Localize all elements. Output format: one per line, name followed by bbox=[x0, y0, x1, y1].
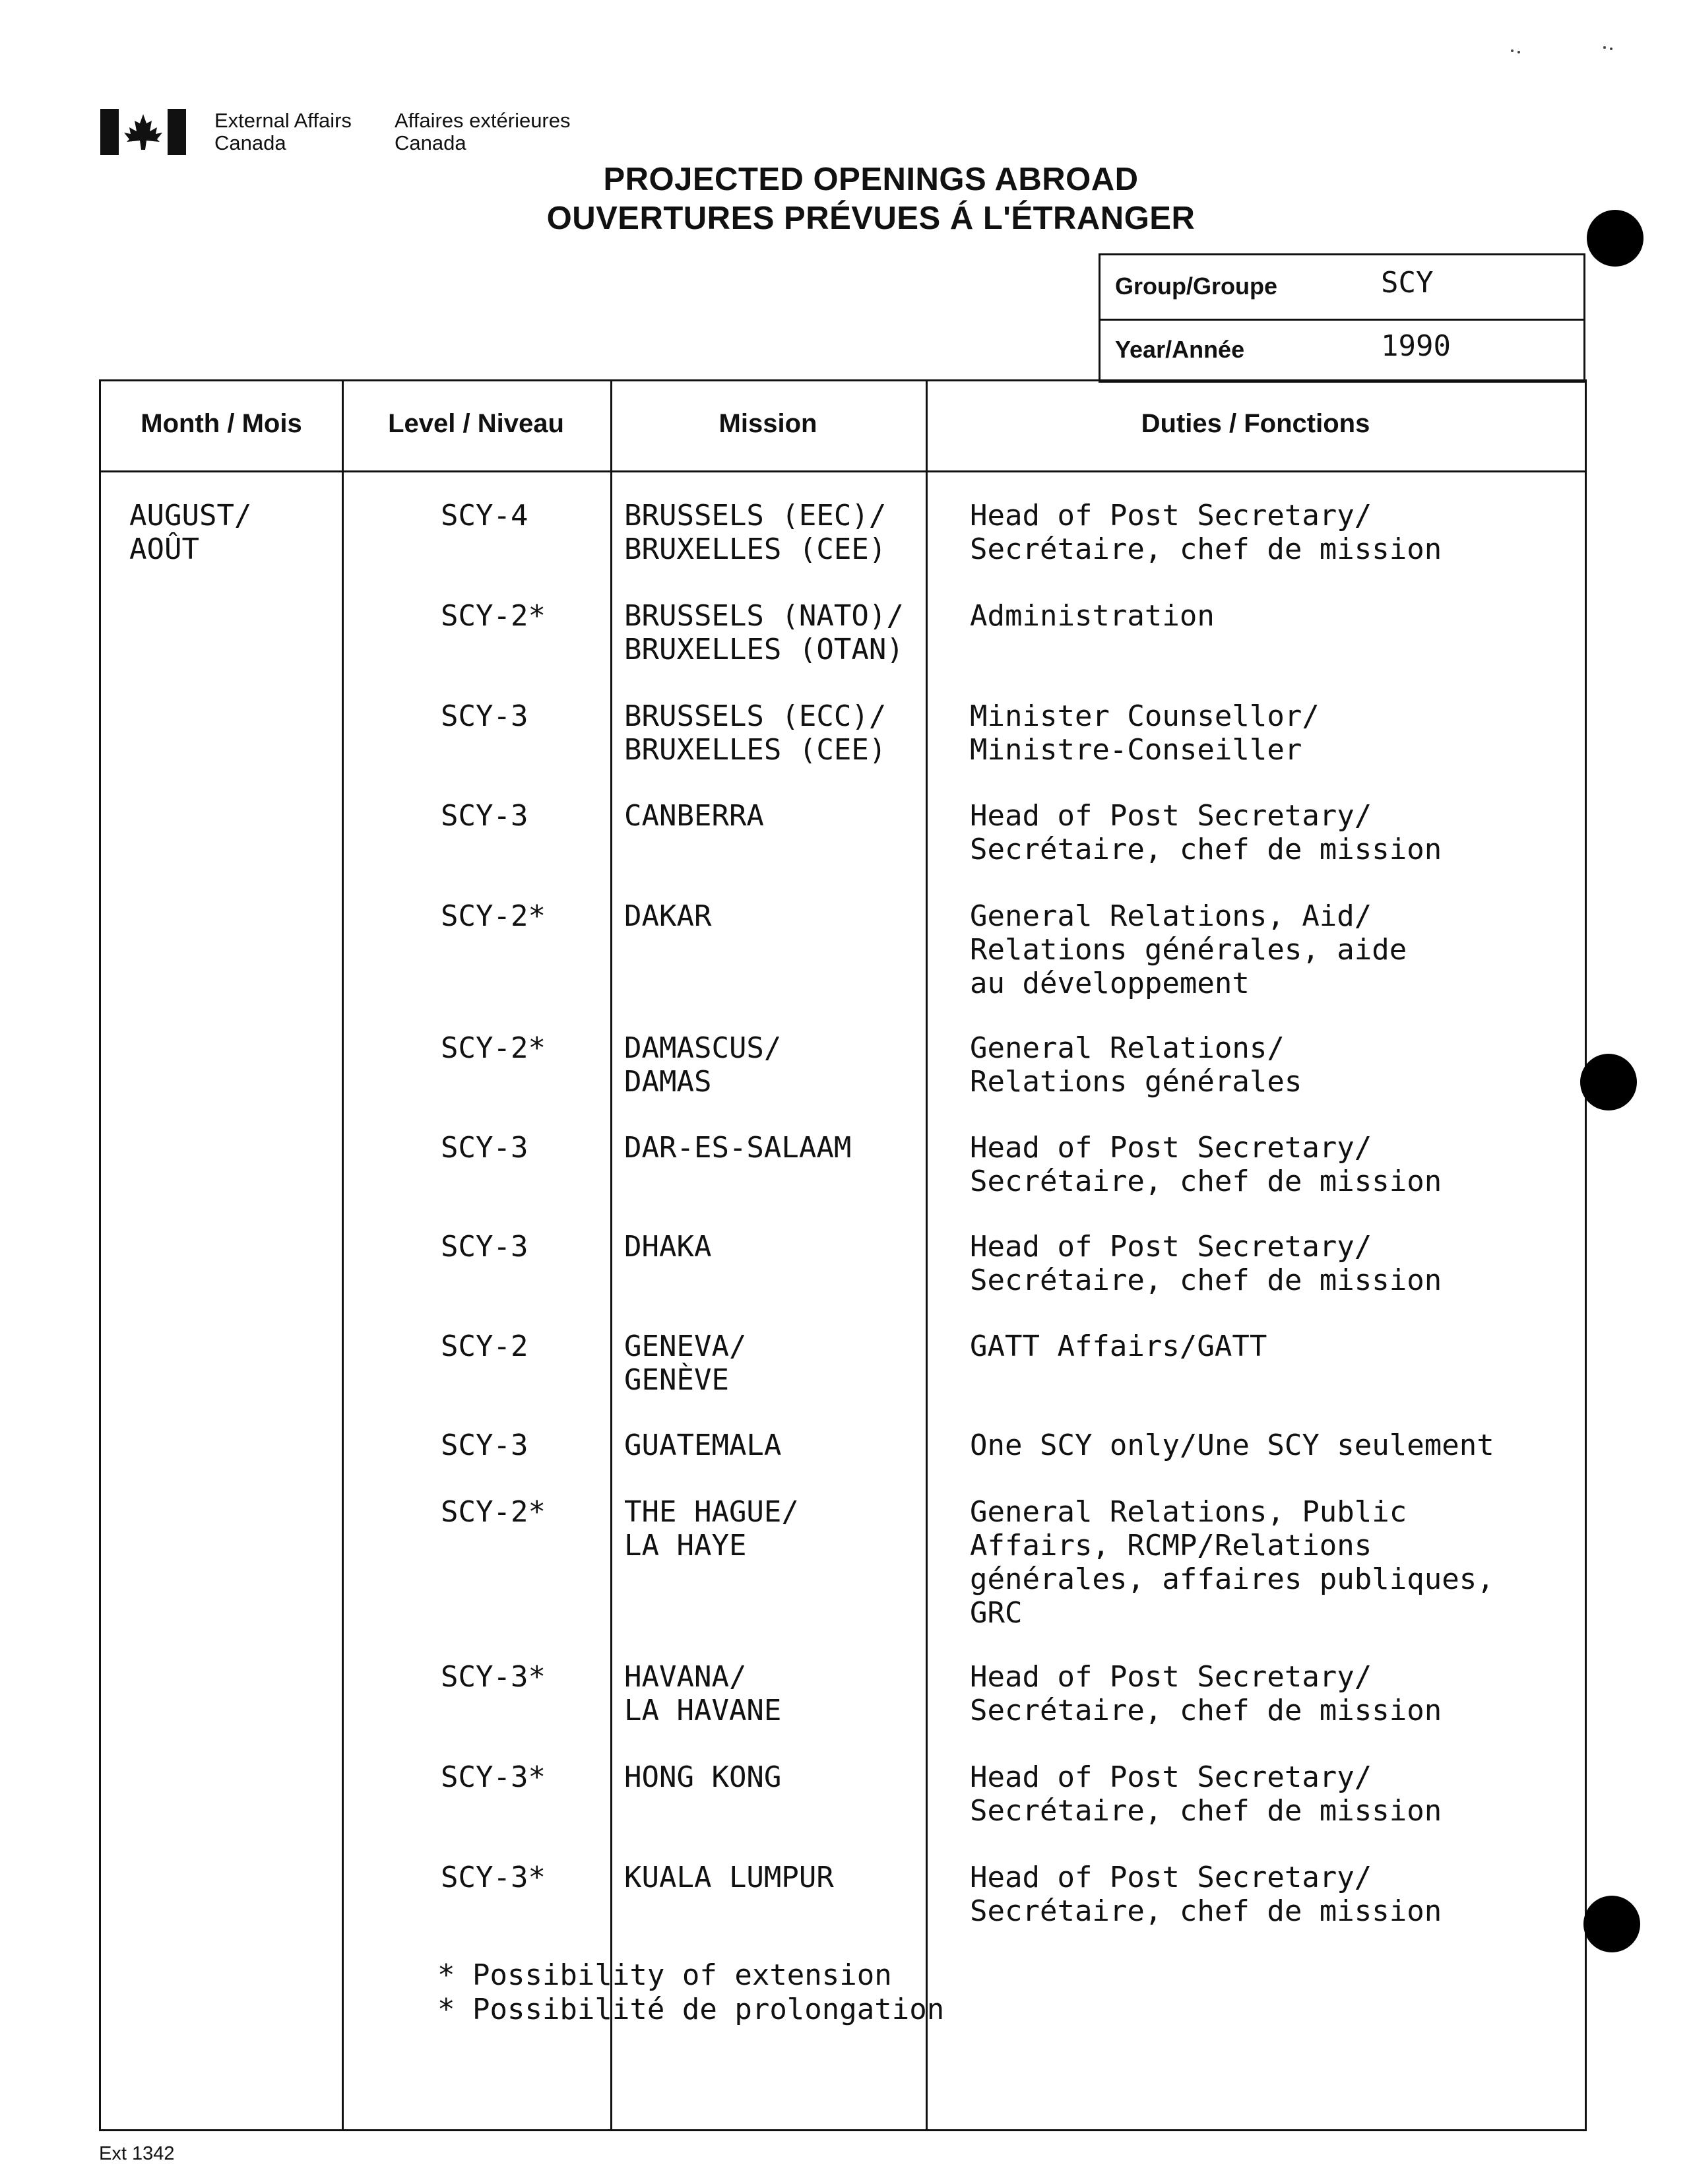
department-name-fr-line1: Affaires extérieures bbox=[395, 109, 571, 132]
group-year-box bbox=[1099, 253, 1585, 383]
mission-cell: DHAKA bbox=[624, 1230, 712, 1264]
duties-cell: Head of Post Secretary/ Secrétaire, chef de mission bbox=[970, 1760, 1442, 1828]
duties-cell: GATT Affairs/GATT bbox=[970, 1330, 1267, 1363]
header-divider bbox=[101, 470, 1585, 472]
duties-cell: General Relations/ Relations générales bbox=[970, 1031, 1302, 1099]
department-name-en-line2: Canada bbox=[214, 131, 286, 154]
level-cell: SCY-3 bbox=[441, 1131, 528, 1165]
level-cell: SCY-3* bbox=[441, 1760, 546, 1794]
form-number: Ext 1342 bbox=[99, 2143, 175, 2164]
mission-cell: KUALA LUMPUR bbox=[624, 1861, 834, 1894]
mission-cell: HAVANA/ LA HAVANE bbox=[624, 1660, 782, 1727]
scan-speck bbox=[1511, 49, 1514, 52]
scan-speck bbox=[1603, 46, 1606, 49]
year-row bbox=[1101, 319, 1583, 382]
level-cell: SCY-4 bbox=[441, 499, 528, 532]
level-cell: SCY-2 bbox=[441, 1330, 528, 1363]
mission-cell: HONG KONG bbox=[624, 1760, 782, 1794]
level-cell: SCY-3* bbox=[441, 1660, 546, 1694]
mission-cell: DAR-ES-SALAAM bbox=[624, 1131, 852, 1165]
mission-cell: GUATEMALA bbox=[624, 1429, 782, 1462]
group-row bbox=[1101, 255, 1583, 321]
header-month: Month / Mois bbox=[141, 409, 302, 438]
duties-cell: Minister Counsellor/ Ministre-Conseiller bbox=[970, 699, 1320, 767]
header-level: Level / Niveau bbox=[388, 409, 564, 438]
footnote-english: * Possibility of extension bbox=[437, 1958, 892, 1992]
openings-table bbox=[99, 379, 1587, 2131]
punch-hole bbox=[1580, 1054, 1637, 1110]
year-value: 1990 bbox=[1381, 329, 1451, 363]
duties-cell: Head of Post Secretary/ Secrétaire, chef de mission bbox=[970, 1861, 1442, 1928]
level-cell: SCY-2* bbox=[441, 899, 546, 933]
punch-hole bbox=[1587, 210, 1643, 267]
mission-cell: DAMASCUS/ DAMAS bbox=[624, 1031, 782, 1099]
duties-cell: Head of Post Secretary/ Secrétaire, chef de mission bbox=[970, 1131, 1442, 1198]
mission-cell: THE HAGUE/ LA HAYE bbox=[624, 1495, 799, 1562]
level-cell: SCY-3* bbox=[441, 1861, 546, 1894]
title-french: OUVERTURES PRÉVUES Á L'ÉTRANGER bbox=[546, 201, 1196, 236]
mission-cell: CANBERRA bbox=[624, 799, 764, 833]
mission-cell: BRUSSELS (ECC)/ BRUXELLES (CEE) bbox=[624, 699, 887, 767]
duties-cell: General Relations, Aid/ Relations générales, aide au développement bbox=[970, 899, 1407, 1000]
level-cell: SCY-2* bbox=[441, 599, 546, 633]
duties-cell: One SCY only/Une SCY seulement bbox=[970, 1429, 1494, 1462]
scan-speck bbox=[1610, 48, 1612, 50]
title-english: PROJECTED OPENINGS ABROAD bbox=[603, 162, 1139, 197]
mission-cell: BRUSSELS (NATO)/ BRUXELLES (OTAN) bbox=[624, 599, 904, 666]
year-label: Year/Année bbox=[1115, 336, 1245, 363]
department-name-fr-line2: Canada bbox=[395, 131, 466, 154]
header-duties: Duties / Fonctions bbox=[1141, 409, 1370, 438]
duties-cell: Head of Post Secretary/ Secrétaire, chef de mission bbox=[970, 1230, 1442, 1297]
column-divider bbox=[610, 381, 612, 2129]
duties-cell: Head of Post Secretary/ Secrétaire, chef de mission bbox=[970, 799, 1442, 866]
mission-cell: GENEVA/ GENÈVE bbox=[624, 1330, 747, 1397]
department-name-en-line1: External Affairs bbox=[214, 109, 352, 132]
mission-cell: BRUSSELS (EEC)/ BRUXELLES (CEE) bbox=[624, 499, 887, 566]
duties-cell: Head of Post Secretary/ Secrétaire, chef de mission bbox=[970, 1660, 1442, 1727]
mission-cell: DAKAR bbox=[624, 899, 712, 933]
level-cell: SCY-3 bbox=[441, 799, 528, 833]
punch-hole bbox=[1583, 1896, 1640, 1952]
level-cell: SCY-2* bbox=[441, 1031, 546, 1065]
group-label: Group/Groupe bbox=[1115, 273, 1277, 300]
column-divider bbox=[926, 381, 928, 2129]
scan-speck bbox=[1517, 51, 1520, 53]
footnote-french: * Possibilité de prolongation bbox=[437, 1993, 945, 2026]
duties-cell: Head of Post Secretary/ Secrétaire, chef de mission bbox=[970, 499, 1442, 566]
duties-cell: General Relations, Public Affairs, RCMP/Relations générales, affaires publiques, GRC bbox=[970, 1495, 1494, 1630]
column-divider bbox=[342, 381, 344, 2129]
level-cell: SCY-3 bbox=[441, 1230, 528, 1264]
canada-flag-icon bbox=[100, 109, 186, 155]
level-cell: SCY-3 bbox=[441, 1429, 528, 1462]
level-cell: SCY-2* bbox=[441, 1495, 546, 1529]
header-mission: Mission bbox=[718, 409, 817, 438]
group-value: SCY bbox=[1381, 266, 1434, 300]
duties-cell: Administration bbox=[970, 599, 1215, 633]
level-cell: SCY-3 bbox=[441, 699, 528, 733]
month-value: AUGUST/ AOÛT bbox=[129, 499, 252, 566]
